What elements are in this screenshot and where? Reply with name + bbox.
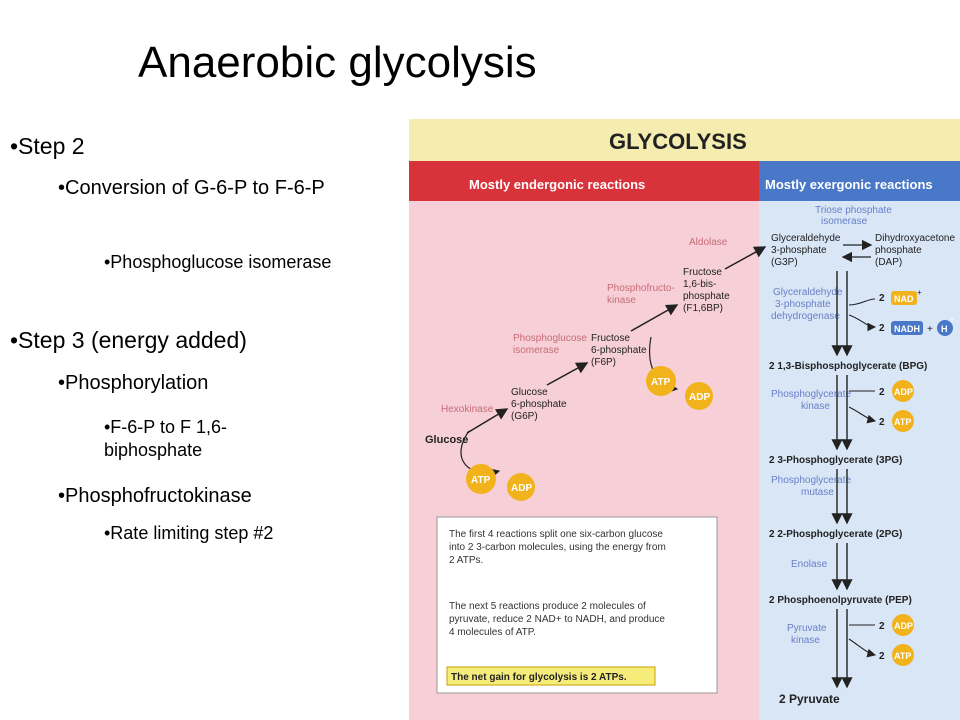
svg-text:ATP: ATP bbox=[894, 417, 912, 427]
enzyme-enolase: Enolase bbox=[791, 559, 828, 570]
bullet-step-3: •Step 3 (energy added) bbox=[10, 327, 247, 353]
svg-text:ADP: ADP bbox=[689, 392, 711, 403]
enzyme-hexokinase: Hexokinase bbox=[441, 404, 494, 415]
bullet-list bbox=[0, 0, 400, 720]
enzyme-triose-phosphate-isomerase: Triose phosphate isomerase bbox=[815, 205, 892, 227]
svg-text:2: 2 bbox=[879, 323, 885, 334]
svg-text:NADH: NADH bbox=[894, 324, 920, 334]
svg-text:ADP: ADP bbox=[511, 483, 533, 494]
glucose-label: Glucose bbox=[425, 434, 469, 446]
svg-text:ADP: ADP bbox=[894, 621, 914, 631]
molecule-f6p: Fructose 6-phosphate (F6P) bbox=[591, 333, 647, 368]
molecule-dap: Dihydroxyacetone phosphate (DAP) bbox=[875, 233, 956, 268]
bullet-f6p-to-f16bp: •F-6-P to F 1,6-biphosphate bbox=[104, 417, 228, 460]
svg-text:H: H bbox=[941, 324, 948, 334]
molecule-pep: 2 Phosphoenolpyruvate (PEP) bbox=[769, 595, 912, 606]
enzyme-pgm: Phosphoglycerate mutase bbox=[771, 475, 852, 498]
figure-title: GLYCOLYSIS bbox=[609, 129, 747, 154]
svg-text:ADP: ADP bbox=[894, 387, 914, 397]
bullet-conversion: •Conversion of G-6-P to F-6-P bbox=[58, 177, 325, 199]
glycolysis-figure bbox=[409, 119, 960, 720]
svg-text:ATP: ATP bbox=[651, 377, 671, 388]
left-header: Mostly endergonic reactions bbox=[469, 177, 646, 192]
svg-text:NAD: NAD bbox=[894, 294, 914, 304]
molecule-g3p: Glyceraldehyde 3-phosphate (G3P) bbox=[771, 233, 841, 268]
svg-text:2: 2 bbox=[879, 293, 885, 304]
svg-text:2: 2 bbox=[879, 387, 885, 398]
enzyme-aldolase: Aldolase bbox=[689, 237, 728, 248]
molecule-pyruvate: 2 Pyruvate bbox=[779, 692, 840, 706]
note-paragraph-1: The first 4 reactions split one six-carbon glucose into 2 3-carbon molecules, using the energy from 2 ATPs. bbox=[449, 529, 666, 566]
svg-text:+: + bbox=[950, 317, 955, 324]
molecule-3pg: 2 3-Phosphoglycerate (3PG) bbox=[769, 455, 903, 466]
svg-text:+: + bbox=[917, 288, 922, 297]
net-gain-text: The net gain for glycolysis is 2 ATPs. bbox=[451, 672, 627, 683]
molecule-g6p: Glucose 6-phosphate (G6P) bbox=[511, 387, 567, 422]
right-header: Mostly exergonic reactions bbox=[765, 177, 933, 192]
bullet-step-2: •Step 2 bbox=[10, 133, 85, 159]
bullet-phosphofructokinase: •Phosphofructokinase bbox=[58, 485, 252, 507]
svg-text:+: + bbox=[927, 324, 933, 335]
bullet-rate-limiting: •Rate limiting step #2 bbox=[104, 523, 274, 543]
enzyme-pk: Pyruvate kinase bbox=[787, 623, 827, 646]
molecule-bpg: 2 1,3-Bisphosphoglycerate (BPG) bbox=[769, 361, 928, 372]
molecule-f16bp: Fructose 1,6-bis- phosphate (F1,6BP) bbox=[683, 267, 730, 314]
molecule-2pg: 2 2-Phosphoglycerate (2PG) bbox=[769, 529, 903, 540]
enzyme-pgk: Phosphoglycerate kinase bbox=[771, 389, 852, 412]
enzyme-gapdh: Glyceraldehyde 3-phosphate dehydrogenase bbox=[771, 287, 843, 322]
enzyme-phosphoglucose-isomerase: Phosphoglucose isomerase bbox=[513, 333, 587, 356]
svg-text:ATP: ATP bbox=[471, 475, 491, 486]
bullet-phosphoglucose-isomerase: •Phosphoglucose isomerase bbox=[104, 252, 332, 272]
svg-text:ATP: ATP bbox=[894, 651, 912, 661]
svg-text:2: 2 bbox=[879, 651, 885, 662]
note-paragraph-2: The next 5 reactions produce 2 molecules of pyruvate, reduce 2 NAD+ to NADH, and produce 4 molecules of ATP. bbox=[449, 601, 665, 638]
bullet-phosphorylation: •Phosphorylation bbox=[58, 372, 209, 394]
enzyme-phosphofructokinase: Phosphofructo- kinase bbox=[607, 283, 675, 306]
svg-text:2: 2 bbox=[879, 621, 885, 632]
slide-title: Anaerobic glycolysis bbox=[138, 38, 537, 87]
svg-text:2: 2 bbox=[879, 417, 885, 428]
